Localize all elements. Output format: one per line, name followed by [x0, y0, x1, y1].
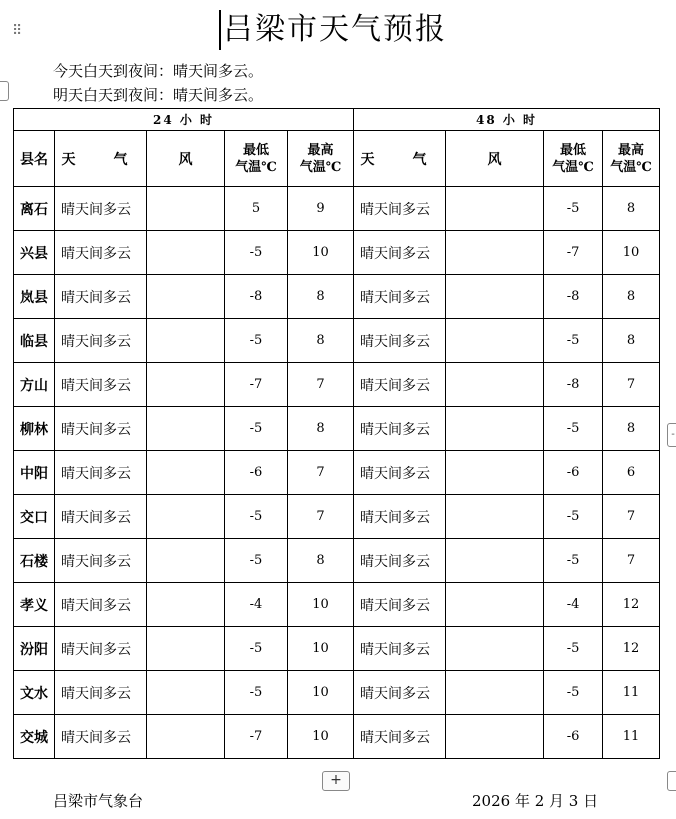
min-temp-48h-cell: -7 [544, 231, 603, 275]
page-title: 吕梁市天气预报 [223, 12, 447, 47]
summary-tomorrow: 明天白天到夜间：晴天间多云。 [53, 86, 264, 104]
group-header-48h: 48 小 时 [354, 109, 660, 131]
max-temp-48h-cell: 8 [603, 407, 660, 451]
min-temp-24h-cell: 5 [225, 187, 288, 231]
col-header-county: 县名 [14, 131, 55, 187]
col-header-min-temp-48h: 最低 气温℃ [544, 131, 603, 187]
right-edge-tab[interactable] [667, 771, 676, 791]
min-temp-48h-cell: -5 [544, 671, 603, 715]
max-temp-24h-cell: 7 [288, 451, 354, 495]
max-temp-48h-cell: 8 [603, 275, 660, 319]
county-cell: 兴县 [14, 231, 55, 275]
max-temp-48h-cell: 8 [603, 319, 660, 363]
max-temp-48h-cell: 7 [603, 539, 660, 583]
max-temp-48h-cell: 7 [603, 363, 660, 407]
table-row [14, 231, 660, 275]
weather-24h-cell: 晴天间多云 [55, 319, 147, 363]
max-temp-48h-cell: 10 [603, 231, 660, 275]
table-row [14, 495, 660, 539]
wind-48h-cell [446, 495, 544, 539]
weather-48h-cell: 晴天间多云 [354, 407, 446, 451]
issuer-name: 吕梁市气象台 [53, 792, 144, 810]
max-temp-24h-cell: 10 [288, 627, 354, 671]
weather-48h-cell: 晴天间多云 [354, 539, 446, 583]
max-temp-48h-cell: 8 [603, 187, 660, 231]
wind-48h-cell [446, 187, 544, 231]
min-temp-24h-cell: -7 [225, 715, 288, 759]
county-cell: 孝义 [14, 583, 55, 627]
max-temp-24h-cell: 8 [288, 539, 354, 583]
wind-24h-cell [147, 275, 225, 319]
weather-48h-cell: 晴天间多云 [354, 319, 446, 363]
weather-24h-cell: 晴天间多云 [55, 407, 147, 451]
weather-48h-cell: 晴天间多云 [354, 495, 446, 539]
weather-24h-cell: 晴天间多云 [55, 671, 147, 715]
min-temp-48h-cell: -5 [544, 187, 603, 231]
county-cell: 交城 [14, 715, 55, 759]
wind-48h-cell [446, 715, 544, 759]
min-temp-24h-cell: -8 [225, 275, 288, 319]
county-cell: 汾阳 [14, 627, 55, 671]
county-cell: 文水 [14, 671, 55, 715]
max-temp-24h-cell: 8 [288, 407, 354, 451]
min-temp-24h-cell: -5 [225, 231, 288, 275]
table-row [14, 363, 660, 407]
weather-48h-cell: 晴天间多云 [354, 627, 446, 671]
max-temp-48h-cell: 6 [603, 451, 660, 495]
max-temp-24h-cell: 10 [288, 715, 354, 759]
min-temp-24h-cell: -5 [225, 495, 288, 539]
min-temp-24h-cell: -5 [225, 319, 288, 363]
wind-48h-cell [446, 407, 544, 451]
min-temp-24h-cell: -5 [225, 539, 288, 583]
table-row [14, 671, 660, 715]
min-temp-48h-cell: -8 [544, 363, 603, 407]
county-cell: 临县 [14, 319, 55, 363]
county-cell: 离石 [14, 187, 55, 231]
weather-48h-cell: 晴天间多云 [354, 187, 446, 231]
wind-24h-cell [147, 187, 225, 231]
table-row [14, 583, 660, 627]
text-cursor [219, 10, 221, 50]
min-temp-24h-cell: -4 [225, 583, 288, 627]
table-row [14, 407, 660, 451]
max-temp-24h-cell: 8 [288, 319, 354, 363]
wind-24h-cell [147, 319, 225, 363]
issue-date: 2026 年 2 月 3 日 [472, 792, 599, 810]
table-row [14, 187, 660, 231]
wind-24h-cell [147, 583, 225, 627]
summary-today: 今天白天到夜间：晴天间多云。 [53, 62, 264, 80]
min-temp-48h-cell: -8 [544, 275, 603, 319]
county-cell: 方山 [14, 363, 55, 407]
max-temp-24h-cell: 7 [288, 363, 354, 407]
wind-48h-cell [446, 451, 544, 495]
weather-24h-cell: 晴天间多云 [55, 275, 147, 319]
min-temp-24h-cell: -5 [225, 627, 288, 671]
weather-24h-cell: 晴天间多云 [55, 363, 147, 407]
col-header-wind-24h: 风 [147, 131, 225, 187]
weather-48h-cell: 晴天间多云 [354, 671, 446, 715]
weather-24h-cell: 晴天间多云 [55, 451, 147, 495]
max-temp-48h-cell: 12 [603, 627, 660, 671]
weather-24h-cell: 晴天间多云 [55, 231, 147, 275]
collapse-edge-tab[interactable]: - [667, 423, 676, 447]
wind-24h-cell [147, 231, 225, 275]
left-edge-tab[interactable] [0, 81, 9, 101]
table-row [14, 275, 660, 319]
table-row [14, 715, 660, 759]
weather-24h-cell: 晴天间多云 [55, 715, 147, 759]
min-temp-24h-cell: -5 [225, 671, 288, 715]
wind-48h-cell [446, 583, 544, 627]
wind-24h-cell [147, 407, 225, 451]
wind-24h-cell [147, 539, 225, 583]
max-temp-48h-cell: 7 [603, 495, 660, 539]
wind-48h-cell [446, 627, 544, 671]
weather-24h-cell: 晴天间多云 [55, 539, 147, 583]
wind-24h-cell [147, 363, 225, 407]
weather-48h-cell: 晴天间多云 [354, 363, 446, 407]
weather-48h-cell: 晴天间多云 [354, 275, 446, 319]
county-cell: 柳林 [14, 407, 55, 451]
wind-24h-cell [147, 495, 225, 539]
county-cell: 岚县 [14, 275, 55, 319]
wind-48h-cell [446, 319, 544, 363]
min-temp-24h-cell: -6 [225, 451, 288, 495]
col-header-weather-48h: 天 气 [354, 131, 446, 187]
table-row [14, 451, 660, 495]
weather-24h-cell: 晴天间多云 [55, 187, 147, 231]
weather-48h-cell: 晴天间多云 [354, 231, 446, 275]
weather-24h-cell: 晴天间多云 [55, 627, 147, 671]
min-temp-48h-cell: -6 [544, 715, 603, 759]
county-cell: 交口 [14, 495, 55, 539]
max-temp-48h-cell: 12 [603, 583, 660, 627]
table-row [14, 319, 660, 363]
col-header-wind-48h: 风 [446, 131, 544, 187]
min-temp-48h-cell: -4 [544, 583, 603, 627]
add-row-button[interactable]: + [322, 771, 350, 791]
min-temp-48h-cell: -5 [544, 319, 603, 363]
min-temp-24h-cell: -7 [225, 363, 288, 407]
max-temp-48h-cell: 11 [603, 715, 660, 759]
max-temp-24h-cell: 8 [288, 275, 354, 319]
min-temp-48h-cell: -5 [544, 539, 603, 583]
min-temp-48h-cell: -5 [544, 627, 603, 671]
col-header-max-temp-48h: 最高 气温℃ [603, 131, 660, 187]
weather-24h-cell: 晴天间多云 [55, 583, 147, 627]
wind-48h-cell [446, 231, 544, 275]
wind-48h-cell [446, 275, 544, 319]
wind-48h-cell [446, 539, 544, 583]
max-temp-24h-cell: 10 [288, 671, 354, 715]
county-cell: 中阳 [14, 451, 55, 495]
county-cell: 石楼 [14, 539, 55, 583]
wind-48h-cell [446, 671, 544, 715]
min-temp-24h-cell: -5 [225, 407, 288, 451]
wind-24h-cell [147, 715, 225, 759]
min-temp-48h-cell: -6 [544, 451, 603, 495]
max-temp-24h-cell: 10 [288, 231, 354, 275]
col-header-weather-24h: 天 气 [55, 131, 147, 187]
weather-48h-cell: 晴天间多云 [354, 583, 446, 627]
wind-24h-cell [147, 627, 225, 671]
forecast-table [13, 108, 660, 759]
max-temp-24h-cell: 9 [288, 187, 354, 231]
weather-48h-cell: 晴天间多云 [354, 715, 446, 759]
max-temp-24h-cell: 7 [288, 495, 354, 539]
weather-48h-cell: 晴天间多云 [354, 451, 446, 495]
group-header-24h: 24 小 时 [14, 109, 354, 131]
table-row [14, 539, 660, 583]
min-temp-48h-cell: -5 [544, 407, 603, 451]
wind-24h-cell [147, 671, 225, 715]
drag-handle-icon[interactable]: ⠿ [12, 23, 23, 39]
col-header-min-temp-24h: 最低 气温℃ [225, 131, 288, 187]
max-temp-24h-cell: 10 [288, 583, 354, 627]
table-row [14, 627, 660, 671]
min-temp-48h-cell: -5 [544, 495, 603, 539]
wind-24h-cell [147, 451, 225, 495]
col-header-max-temp-24h: 最高 气温℃ [288, 131, 354, 187]
max-temp-48h-cell: 11 [603, 671, 660, 715]
weather-24h-cell: 晴天间多云 [55, 495, 147, 539]
wind-48h-cell [446, 363, 544, 407]
